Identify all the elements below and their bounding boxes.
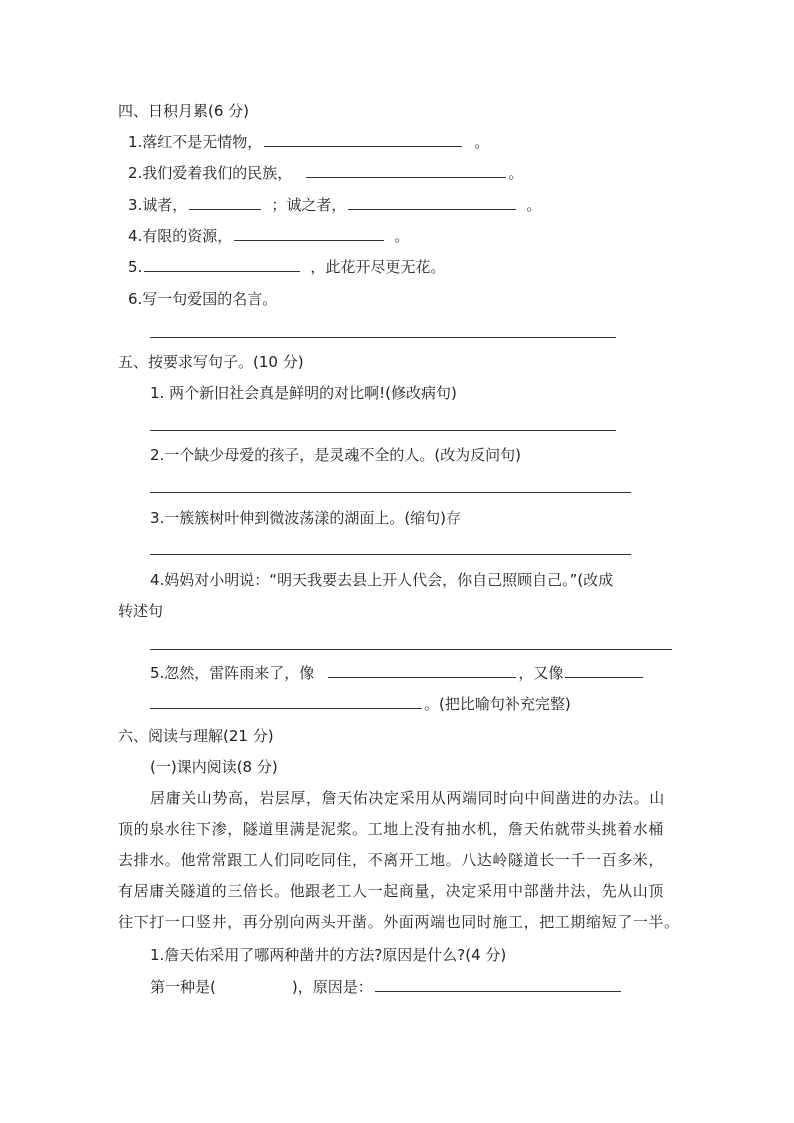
passage-line: 去排水。他常常跟工人们同吃同住，不离开工地。八达岭隧道长一千一百多米， — [118, 851, 665, 869]
answer-line[interactable] — [150, 337, 616, 338]
item-text: 2.我们爱着我们的民族， — [128, 164, 293, 182]
answer-blank[interactable] — [144, 257, 300, 272]
section-6-answer-1 — [150, 976, 623, 998]
question-text: 。(把比喻句补充完整) — [424, 695, 571, 713]
passage-line: 有居庸关隧道的三倍长。他跟老工人一起商量，决定采用中部凿井法，先从山顶 — [118, 882, 665, 900]
section-5-question-4: 4.妈妈对小明说：“明天我要去县上开人代会，你自己照顾自己。”(改成 — [150, 571, 614, 589]
passage-line: 往下打一口竖井，再分别向两头开凿。外面两端也同时施工，把工期缩短了一半。 — [118, 913, 680, 931]
answer-line[interactable] — [150, 430, 616, 431]
section-4-item-5 — [128, 256, 445, 278]
answer-text: 第一种是( — [150, 978, 216, 996]
reading-passage — [118, 783, 680, 938]
section-5-question-1: 1. 两个新旧社会真是鲜明的对比啊!(修改病句) — [150, 384, 457, 402]
answer-blank[interactable] — [328, 663, 516, 678]
section-5-question-5 — [150, 662, 645, 684]
item-text: 。 — [526, 196, 542, 214]
answer-blank[interactable] — [150, 694, 422, 709]
answer-text: )，原因是： — [291, 978, 373, 996]
passage-line: 居庸关山势高，岩层厚，詹天佑决定采用从两端同时向中间凿进的办法。山 — [150, 789, 665, 807]
section-4-item-4 — [128, 225, 409, 247]
item-text: ；诚之者， — [271, 196, 347, 214]
section-4-item-6 — [128, 288, 277, 310]
section-5-question-5-cont — [150, 693, 571, 715]
section-4-item-1 — [128, 131, 489, 153]
section-5-question-2: 2.一个缺少母爱的孩子，是灵魂不全的人。(改为反问句) — [150, 446, 522, 464]
section-6-subtitle: (一)课内阅读(8 分) — [150, 758, 278, 776]
item-text: 6.写一句爱国的名言。 — [128, 290, 278, 308]
answer-line[interactable] — [150, 554, 631, 555]
item-text: 。 — [394, 227, 410, 245]
section-4-title: 四、日积月累(6 分) — [118, 102, 250, 120]
item-text: 1.落红不是无情物， — [128, 133, 263, 151]
item-text: ，此花开尽更无花。 — [310, 258, 446, 276]
section-5-question-3 — [150, 507, 461, 529]
answer-blank[interactable] — [565, 663, 643, 678]
answer-blank[interactable] — [375, 977, 621, 992]
answer-blank[interactable] — [348, 195, 516, 210]
item-text: 。 — [508, 164, 524, 182]
item-text: 3.诚者， — [128, 196, 188, 214]
question-text: 5.忽然，雷阵雨来了，像 — [150, 664, 315, 682]
question-text: ，又像 — [518, 664, 564, 682]
section-4-item-3 — [128, 194, 541, 216]
item-text: 5. — [128, 258, 143, 276]
item-text: 4.有限的资源， — [128, 227, 233, 245]
section-6-title: 六、阅读与理解(21 分) — [118, 727, 274, 745]
passage-line: 顶的泉水往下渗，隧道里满是泥浆。工地上没有抽水机，詹天佑就带头挑着水桶 — [118, 820, 665, 838]
answer-blank[interactable] — [264, 132, 462, 147]
answer-blank[interactable] — [306, 163, 506, 178]
answer-line[interactable] — [150, 649, 672, 650]
section-4-item-2 — [128, 162, 523, 184]
item-text: 。 — [474, 133, 490, 151]
section-5-title: 五、按要求写句子。(10 分) — [118, 353, 304, 371]
stray-character: 存 — [446, 509, 462, 527]
section-6-question-1: 1.詹天佑采用了哪两种凿井的方法?原因是什么?(4 分) — [150, 946, 507, 964]
question-text: 3.一簇簇树叶伸到微波荡漾的湖面上。(缩句) — [150, 509, 447, 527]
section-5-question-4-cont: 转述句 — [118, 602, 164, 620]
answer-blank[interactable] — [234, 226, 384, 241]
answer-line[interactable] — [150, 492, 631, 493]
answer-blank[interactable] — [189, 195, 261, 210]
